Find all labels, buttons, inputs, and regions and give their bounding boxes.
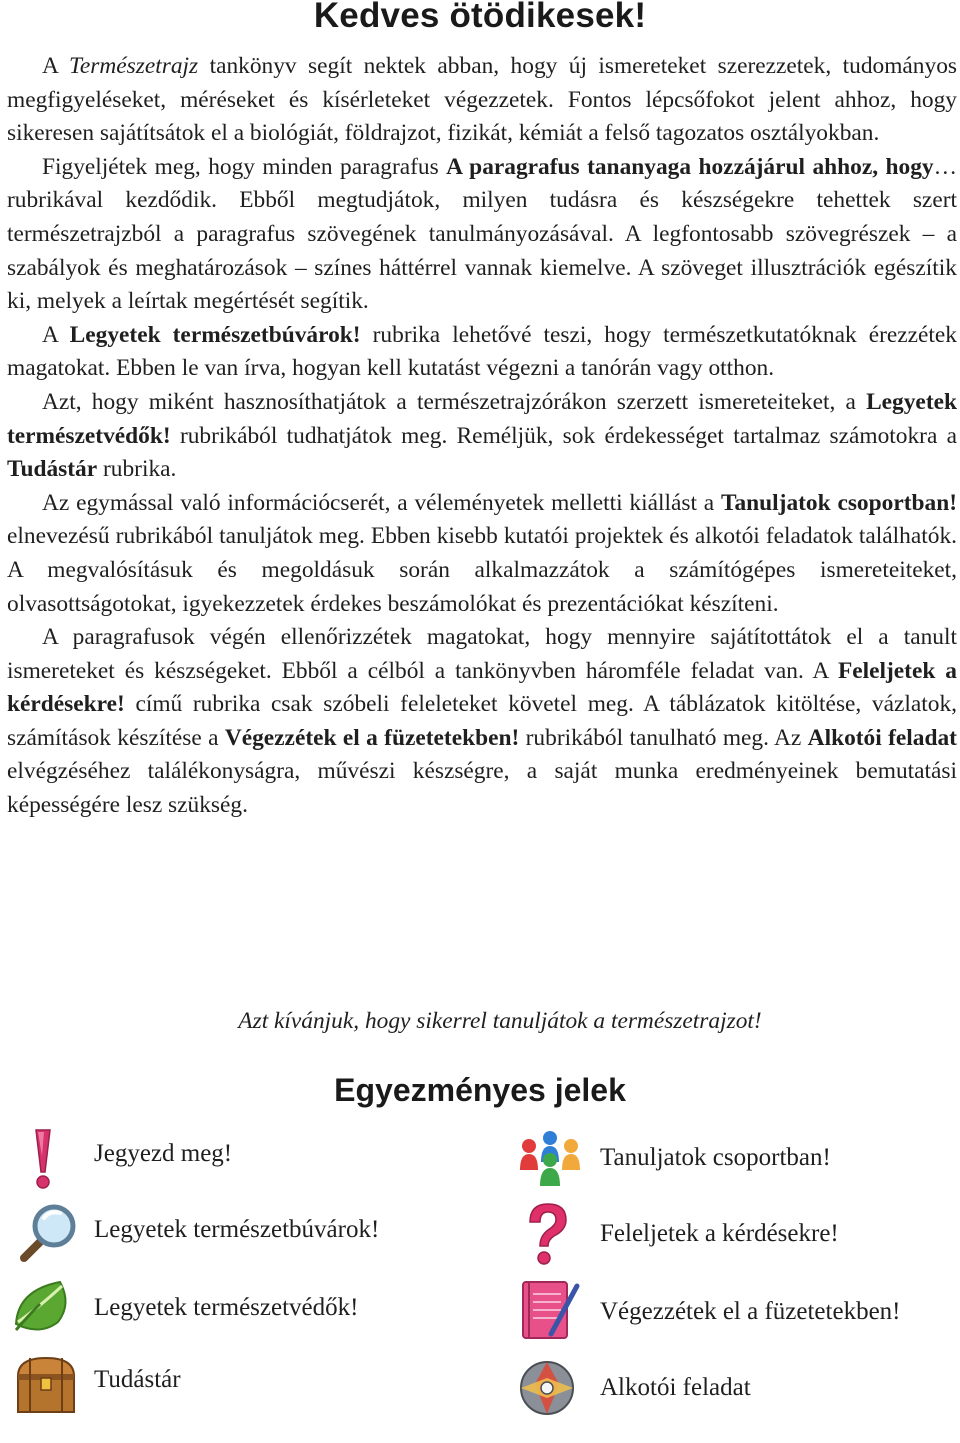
- paragraph: [7, 487, 957, 621]
- magnifier-icon: [14, 1200, 84, 1270]
- text-run: című rubrika csak szóbeli feleleteket követel meg. A táblázatok kitöltése, vázlatok, számítások készítése a: [7, 691, 957, 751]
- legend-label: Legyetek természetbúvárok!: [94, 1216, 380, 1243]
- treasure-chest-icon: [14, 1352, 84, 1422]
- bold-rubric-name: Legyetek természetvédők!: [7, 388, 957, 449]
- bold-rubric-name: Végezzétek el a füzetetekben!: [224, 724, 520, 751]
- text-run: tankönyv segít nektek abban, hogy új ismereteket szerezzetek, tudományos megfigyeléseket, méréseket és kísérleteket végezzetek. Fontos lépcsőfokot jelent ahhoz, hogy sikeresen sajátítsátok el a biológiát, földrajzot, fizikát, kémiát a felső tagozatos osztályokban.: [7, 53, 957, 147]
- text-run: elvégzéséhez találékonyságra, művészi készségre, a saját munka eredményeinek bemutatási képességére lesz szükség.: [7, 758, 957, 819]
- leaf-icon: [10, 1274, 80, 1344]
- paragraph: [7, 621, 957, 823]
- paragraph: [7, 386, 957, 487]
- text-run: Az egymással való információcserét, a véleményetek melletti kiállást a: [42, 489, 721, 516]
- text-run: rubrika lehetővé teszi, hogy természetkutatóknak érezzétek magatokat. Ebben le van írva, hogyan kell kutatást végezni a tanórán vagy otthon.: [7, 321, 957, 382]
- group-people-icon: [515, 1126, 585, 1196]
- legend-label: Feleljetek a kérdésekre!: [600, 1220, 839, 1247]
- text-run: A: [42, 53, 70, 79]
- paragraph: [7, 151, 957, 319]
- page-title: Kedves ötödikesek!: [313, 0, 647, 35]
- paragraph: [7, 319, 957, 386]
- bold-rubric-name: Legyetek természetbúvárok!: [69, 321, 361, 348]
- creative-globe-icon: [515, 1354, 585, 1424]
- bold-rubric-name: Feleljetek a kérdésekre!: [7, 657, 957, 718]
- text-run: rubrikából tudhatjátok meg. Reméljük, sok érdekességet tartalmaz számotokra a: [170, 422, 957, 449]
- exclamation-icon: [14, 1126, 84, 1196]
- bold-rubric-name: A paragrafus tananyaga hozzájárul ahhoz, hogy: [446, 153, 934, 180]
- bold-rubric-name: Alkotói feladat: [807, 724, 957, 751]
- italic-text: Természetrajz: [69, 53, 199, 79]
- text-run: rubrika.: [97, 456, 177, 483]
- text-run: Figyeljétek meg, hogy minden paragrafus: [42, 153, 447, 180]
- bold-rubric-name: Tudástár: [7, 456, 98, 483]
- legend-label: Tudástár: [94, 1366, 181, 1393]
- text-run: A paragrafusok végén ellenőrizzétek magatokat, hogy mennyire sajátítottátok el a tanult ismereteket és készségeket. Ebből a célból a tankönyvben háromféle feladat van. A: [7, 624, 957, 684]
- closing-wish: Azt kívánjuk, hogy sikerrel tanuljátok a természetrajzot!: [238, 1008, 762, 1034]
- text-run: … rubrikával kezdődik. Ebből megtudjátok, milyen tudásra és készségekre tehettek szert természetrajzból a paragrafus szövegének tanulmányozásával. A legfontosabb szövegrészek – a szabályok és meghatározások – színes háttérrel vannak kiemelve. A szöveget illusztrációk egészítik ki, melyek a leírtak megértését segítik.: [7, 153, 957, 315]
- legend-label: Végezzétek el a füzetetekben!: [600, 1298, 901, 1325]
- legend-label: Legyetek természetvédők!: [94, 1294, 359, 1321]
- legend-label: Tanuljatok csoportban!: [600, 1144, 831, 1171]
- question-mark-icon: [520, 1200, 590, 1270]
- text-run: A: [42, 321, 70, 348]
- text-run: elnevezésű rubrikából tanuljátok meg. Ebben kisebb kutatói projektek és alkotói feladatok találhatók. A megvalósításuk és megoldásuk során alkalmazzátok a számítógépes ismereteiteket, olvasottságotokat, igyekezzetek érdekes beszámolókat és prezentációkat készíteni.: [7, 523, 957, 617]
- intro-text: [7, 50, 957, 823]
- text-run: rubrikából tanulható meg. Az: [519, 724, 808, 751]
- legend-title: Egyezményes jelek: [334, 1072, 626, 1108]
- legend-label: Alkotói feladat: [600, 1374, 751, 1401]
- text-run: Azt, hogy miként hasznosíthatjátok a természetrajzórákon szerzett ismereteiteket, a: [42, 388, 867, 415]
- bold-rubric-name: Tanuljatok csoportban!: [720, 489, 957, 516]
- legend-label: Jegyezd meg!: [94, 1140, 233, 1167]
- paragraph: [7, 50, 957, 151]
- notebook-pen-icon: [515, 1276, 585, 1346]
